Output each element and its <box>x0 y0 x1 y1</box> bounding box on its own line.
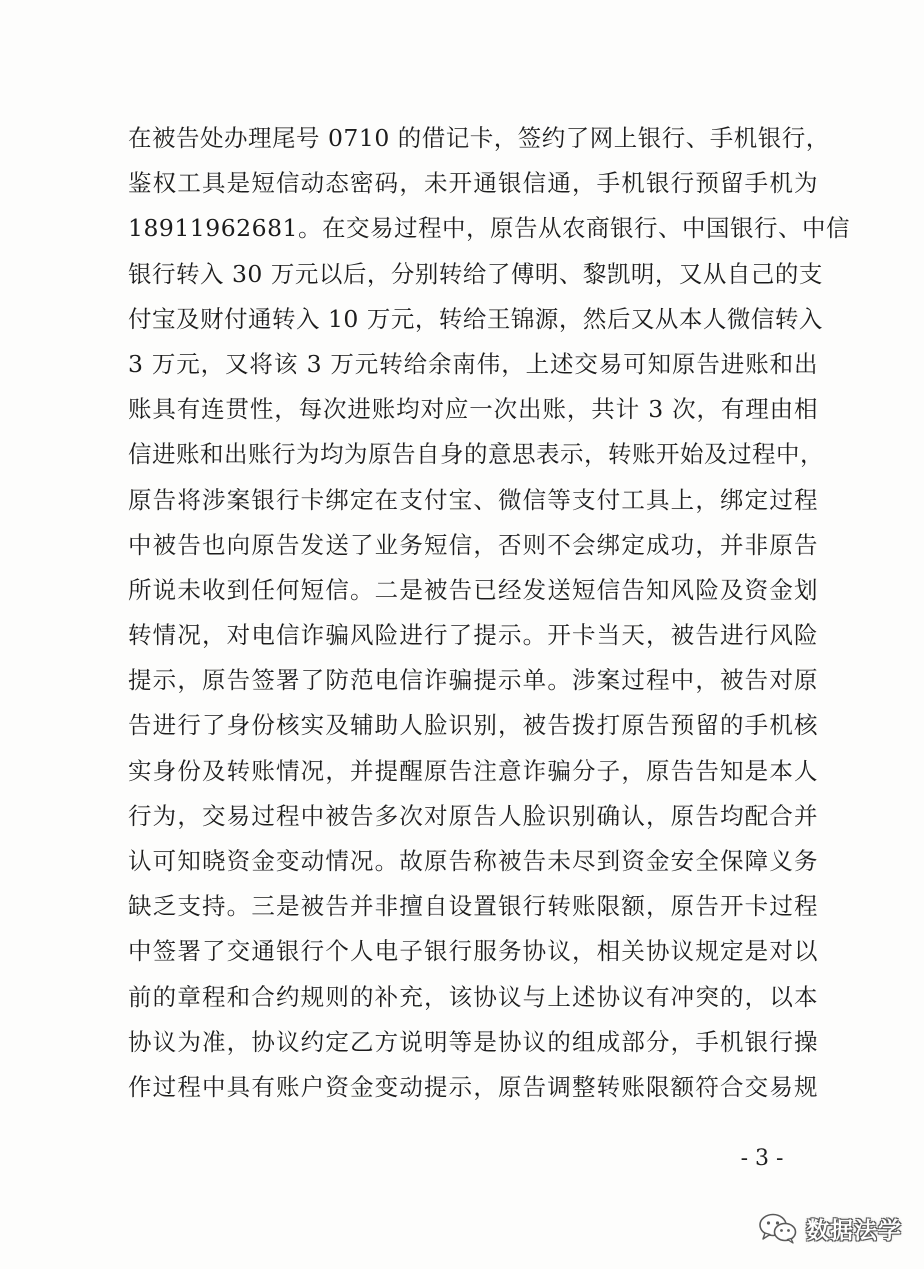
text-line: 实身份及转账情况，并提醒原告注意诈骗分子，原告告知是本人 <box>128 756 818 785</box>
text-line: 鉴权工具是短信动态密码，未开通银信通，手机银行预留手机为 <box>128 169 818 198</box>
text-line: 认可知晓资金变动情况。故原告称被告未尽到资金安全保障义务 <box>128 847 818 875</box>
text-line: 告进行了身份核实及辅助人脸识别，被告拨打原告预留的手机核 <box>128 711 818 740</box>
text-line: 转情况，对电信诈骗风险进行了提示。开卡当天，被告进行风险 <box>128 621 818 650</box>
text-line: 作过程中具有账户资金变动提示，原告调整转账限额符合交易规 <box>128 1072 818 1101</box>
text-line: 在被告处办理尾号 0710 的借记卡，签约了网上银行、手机银行， <box>128 124 830 152</box>
text-line: 缺乏支持。三是被告并非擅自设置银行转账限额，原告开卡过程 <box>128 892 818 921</box>
text-line: 所说未收到任何短信。二是被告已经发送短信告知风险及资金划 <box>128 575 818 604</box>
text-line: 中被告也向原告发送了业务短信，否则不会绑定成功，并非原告 <box>128 530 818 559</box>
text-line: 3 万元，又将该 3 万元转给余南伟，上述交易可知原告进账和出 <box>128 349 818 378</box>
text-line: 账具有连贯性，每次进账均对应一次出账，共计 3 次，有理由相 <box>128 395 818 424</box>
text-line: 中签署了交通银行个人电子银行服务协议，相关协议规定是对以 <box>128 937 818 966</box>
page-number: - 3 - <box>740 1146 784 1171</box>
text-line: 行为，交易过程中被告多次对原告人脸识别确认，原告均配合并 <box>128 801 818 830</box>
text-line: 协议为准，协议约定乙方说明等是协议的组成部分，手机银行操 <box>128 1027 818 1056</box>
text-line: 银行转入 30 万元以后，分别转给了傅明、黎凯明，又从自己的支 <box>128 259 823 288</box>
wechat-icon <box>758 1212 798 1244</box>
text-line: 提示，原告签署了防范电信诈骗提示单。涉案过程中，被告对原 <box>128 666 818 695</box>
text-line: 18911962681。在交易过程中，原告从农商银行、中国银行、中信 <box>128 214 850 243</box>
watermark-text: 数据法学 <box>806 1217 902 1244</box>
watermark <box>758 1206 902 1250</box>
text-line: 信进账和出账行为均为原告自身的意思表示，转账开始及过程中， <box>128 440 824 469</box>
text-line: 付宝及财付通转入 10 万元，转给王锦源，然后又从本人微信转入 <box>128 304 823 333</box>
text-line: 原告将涉案银行卡绑定在支付宝、微信等支付工具上，绑定过程 <box>128 485 818 514</box>
text-line: 前的章程和合约规则的补充，该协议与上述协议有冲突的，以本 <box>128 982 818 1011</box>
document-body <box>128 116 850 1110</box>
